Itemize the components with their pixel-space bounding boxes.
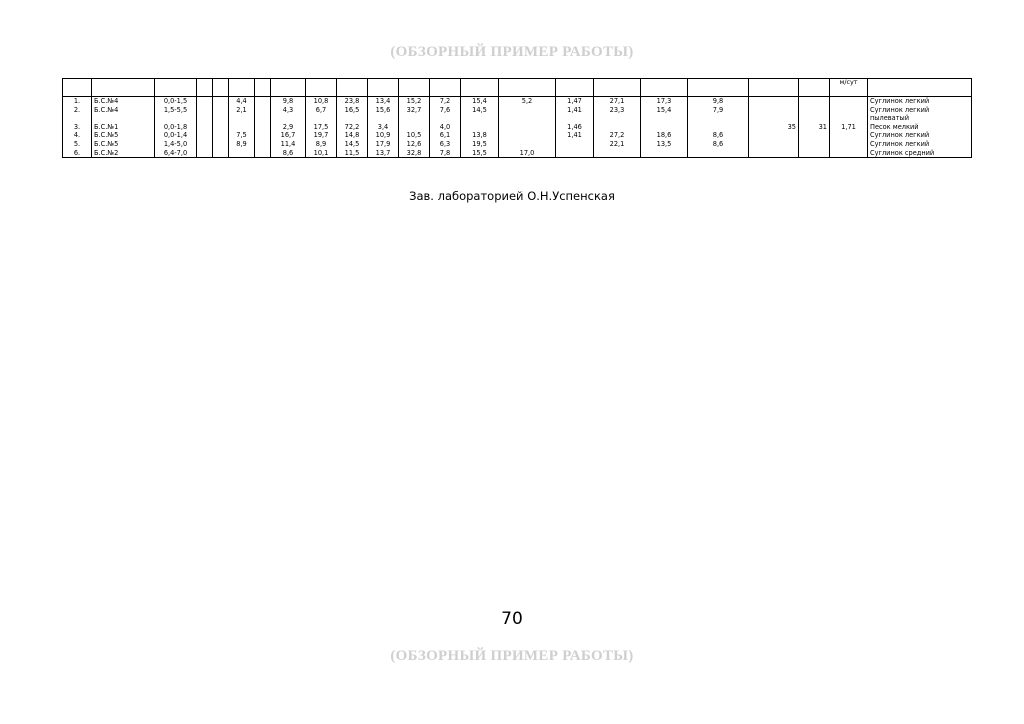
lab-results-table (62, 78, 972, 158)
table-cell-c19 (749, 106, 799, 115)
table-cell-c20 (799, 149, 830, 158)
table-cell-c13 (461, 123, 499, 132)
table-cell-c7: 4,3 (271, 106, 306, 115)
table-cell-well (92, 114, 155, 123)
table-row (63, 140, 972, 149)
header-unit-cell: м/сут (830, 79, 868, 97)
table-header-row (63, 79, 972, 97)
table-cell-c16 (594, 149, 641, 158)
table-cell-well: Б.С.№5 (92, 140, 155, 149)
table-cell-c13: 15,5 (461, 149, 499, 158)
watermark-bottom: (ОБЗОРНЫЙ ПРИМЕР РАБОТЫ) (390, 648, 634, 664)
table-cell-c17 (641, 149, 688, 158)
table-cell-c4 (213, 114, 229, 123)
table-cell-c3 (197, 149, 213, 158)
table-cell-c8: 10,1 (306, 149, 337, 158)
table-cell-depth: 1,5-5,5 (155, 106, 197, 115)
table-cell-c21: 1,71 (830, 123, 868, 132)
table-cell-n: 5. (63, 140, 92, 149)
table-cell-c13: 15,4 (461, 97, 499, 106)
table-cell-name: Суглинок легкий (868, 140, 972, 149)
table-cell-well: Б.С.№4 (92, 97, 155, 106)
table-cell-c8 (306, 114, 337, 123)
table-cell-c21 (830, 140, 868, 149)
table-cell-c12: 4,0 (430, 123, 461, 132)
table-cell-c12: 6,3 (430, 140, 461, 149)
table-cell-c13 (461, 114, 499, 123)
table-cell-c8: 19,7 (306, 131, 337, 140)
table-cell-c6 (255, 106, 271, 115)
table-cell-well: Б.С.№5 (92, 131, 155, 140)
table-cell-depth: 0,0-1,8 (155, 123, 197, 132)
table-cell-c19 (749, 114, 799, 123)
table-cell-c12 (430, 114, 461, 123)
table-cell-name: Суглинок средний (868, 149, 972, 158)
table-cell-c7: 9,8 (271, 97, 306, 106)
table-cell-c19: 35 (749, 123, 799, 132)
table-cell-c6 (255, 149, 271, 158)
table-cell-c10: 13,4 (368, 97, 399, 106)
table-cell-c14 (499, 106, 556, 115)
table-cell-c6 (255, 140, 271, 149)
table-cell-c16 (594, 123, 641, 132)
table-cell-name: Суглинок легкий (868, 106, 972, 115)
table-cell-c21 (830, 97, 868, 106)
table-cell-c17 (641, 114, 688, 123)
table-cell-c15: 1,41 (556, 131, 594, 140)
table-row (63, 97, 972, 106)
table-cell-c20: 31 (799, 123, 830, 132)
table-cell-c9: 23,8 (337, 97, 368, 106)
table-cell-c5: 4,4 (229, 97, 255, 106)
table-cell-c15: 1,47 (556, 97, 594, 106)
table-cell-c6 (255, 123, 271, 132)
table-cell-c21 (830, 106, 868, 115)
table-cell-c8: 8,9 (306, 140, 337, 149)
table-cell-c4 (213, 149, 229, 158)
table-cell-c11 (399, 114, 430, 123)
page-number: 70 (501, 609, 523, 629)
table-row (63, 106, 972, 115)
table-cell-c9: 16,5 (337, 106, 368, 115)
table-cell-n: 4. (63, 131, 92, 140)
table-cell-c10: 10,9 (368, 131, 399, 140)
table-cell-name: Суглинок легкий (868, 131, 972, 140)
table-cell-c9: 14,5 (337, 140, 368, 149)
table-cell-c14 (499, 123, 556, 132)
table-cell-c18: 9,8 (688, 97, 749, 106)
table-cell-c8: 10,8 (306, 97, 337, 106)
table-cell-c13: 13,8 (461, 131, 499, 140)
table-cell-c6 (255, 131, 271, 140)
table-cell-c10: 17,9 (368, 140, 399, 149)
table-cell-c20 (799, 106, 830, 115)
table-cell-c17 (641, 123, 688, 132)
table-cell-c10: 13,7 (368, 149, 399, 158)
table-cell-well: Б.С.№2 (92, 149, 155, 158)
table-cell-c18: 7,9 (688, 106, 749, 115)
table-cell-c11: 12,6 (399, 140, 430, 149)
signature-line: Зав. лабораторией О.Н.Успенская (409, 189, 615, 203)
table-cell-c8: 17,5 (306, 123, 337, 132)
table-cell-c14 (499, 140, 556, 149)
table-cell-c17: 13,5 (641, 140, 688, 149)
table-cell-c15 (556, 149, 594, 158)
table-cell-c5 (229, 149, 255, 158)
table-cell-name: Песок мелкий (868, 123, 972, 132)
table-cell-c19 (749, 149, 799, 158)
table-cell-c7: 16,7 (271, 131, 306, 140)
table-cell-c7: 8,6 (271, 149, 306, 158)
table-cell-n: 6. (63, 149, 92, 158)
table-cell-c5: 7,5 (229, 131, 255, 140)
table-cell-c8: 6,7 (306, 106, 337, 115)
table-row (63, 131, 972, 140)
table-cell-c13: 19,5 (461, 140, 499, 149)
table-cell-c7 (271, 114, 306, 123)
table-cell-name: пылеватый (868, 114, 972, 123)
table-cell-depth: 6,4-7,0 (155, 149, 197, 158)
table-cell-c9: 14,8 (337, 131, 368, 140)
table-cell-c16 (594, 114, 641, 123)
table-cell-c10 (368, 114, 399, 123)
table-cell-c4 (213, 106, 229, 115)
watermark-top: (ОБЗОРНЫЙ ПРИМЕР РАБОТЫ) (390, 44, 634, 60)
table-cell-c5: 2,1 (229, 106, 255, 115)
table-cell-c20 (799, 131, 830, 140)
table-cell-c14: 5,2 (499, 97, 556, 106)
table-cell-c15 (556, 140, 594, 149)
table-cell-c12: 7,8 (430, 149, 461, 158)
table-cell-c21 (830, 131, 868, 140)
table-cell-c14: 17,0 (499, 149, 556, 158)
table-cell-c12: 6,1 (430, 131, 461, 140)
table-cell-c7: 2,9 (271, 123, 306, 132)
table-cell-n: 3. (63, 123, 92, 132)
table-cell-well: Б.С.№4 (92, 106, 155, 115)
table-cell-c18: 8,6 (688, 140, 749, 149)
table-cell-c19 (749, 131, 799, 140)
table-cell-c5 (229, 114, 255, 123)
table-cell-c3 (197, 123, 213, 132)
table-cell-depth: 0,0-1,4 (155, 131, 197, 140)
table-cell-c11: 32,7 (399, 106, 430, 115)
table-cell-c11 (399, 123, 430, 132)
table-cell-c11: 10,5 (399, 131, 430, 140)
table-cell-c4 (213, 123, 229, 132)
table-cell-c9: 72,2 (337, 123, 368, 132)
table-cell-c18: 8,6 (688, 131, 749, 140)
table-cell-c17: 18,6 (641, 131, 688, 140)
table-cell-c18 (688, 114, 749, 123)
table-cell-c3 (197, 97, 213, 106)
table-cell-c17: 15,4 (641, 106, 688, 115)
table-cell-n: 1. (63, 97, 92, 106)
table-cell-c5 (229, 123, 255, 132)
table-cell-c3 (197, 106, 213, 115)
table-cell-c11: 32,8 (399, 149, 430, 158)
table-cell-c15: 1,46 (556, 123, 594, 132)
table-cell-depth: 0,0-1,5 (155, 97, 197, 106)
table-cell-c18 (688, 149, 749, 158)
table-cell-c13: 14,5 (461, 106, 499, 115)
table-cell-c14 (499, 114, 556, 123)
table-cell-c20 (799, 97, 830, 106)
table-cell-well: Б.С.№1 (92, 123, 155, 132)
table-cell-c19 (749, 97, 799, 106)
table-cell-c21 (830, 149, 868, 158)
table-cell-c3 (197, 114, 213, 123)
table-cell-c3 (197, 131, 213, 140)
table-cell-c12: 7,2 (430, 97, 461, 106)
table-cell-c7: 11,4 (271, 140, 306, 149)
table-cell-c14 (499, 131, 556, 140)
table-cell-c15 (556, 114, 594, 123)
table-cell-depth: 1,4-5,0 (155, 140, 197, 149)
table-cell-c6 (255, 97, 271, 106)
table-cell-c4 (213, 131, 229, 140)
table-cell-c10: 15,6 (368, 106, 399, 115)
table-cell-n: 2. (63, 106, 92, 115)
table-cell-c9: 11,5 (337, 149, 368, 158)
table-cell-c15: 1,41 (556, 106, 594, 115)
table-cell-c16: 27,2 (594, 131, 641, 140)
table-cell-c11: 15,2 (399, 97, 430, 106)
table-cell-c17: 17,3 (641, 97, 688, 106)
table-cell-c6 (255, 114, 271, 123)
table-cell-depth (155, 114, 197, 123)
table-cell-c4 (213, 97, 229, 106)
table-cell-c3 (197, 140, 213, 149)
table-cell-name: Суглинок легкий (868, 97, 972, 106)
table-row (63, 123, 972, 132)
table-cell-n (63, 114, 92, 123)
table-row (63, 149, 972, 158)
table-cell-c12: 7,6 (430, 106, 461, 115)
table-cell-c20 (799, 140, 830, 149)
table-cell-c16: 22,1 (594, 140, 641, 149)
table-cell-c4 (213, 140, 229, 149)
table-cell-c16: 27,1 (594, 97, 641, 106)
table-cell-c20 (799, 114, 830, 123)
table-cell-c10: 3,4 (368, 123, 399, 132)
table-cell-c19 (749, 140, 799, 149)
table-row (63, 114, 972, 123)
table-cell-c21 (830, 114, 868, 123)
table-cell-c5: 8,9 (229, 140, 255, 149)
table-cell-c18 (688, 123, 749, 132)
table-cell-c16: 23,3 (594, 106, 641, 115)
table-cell-c9 (337, 114, 368, 123)
